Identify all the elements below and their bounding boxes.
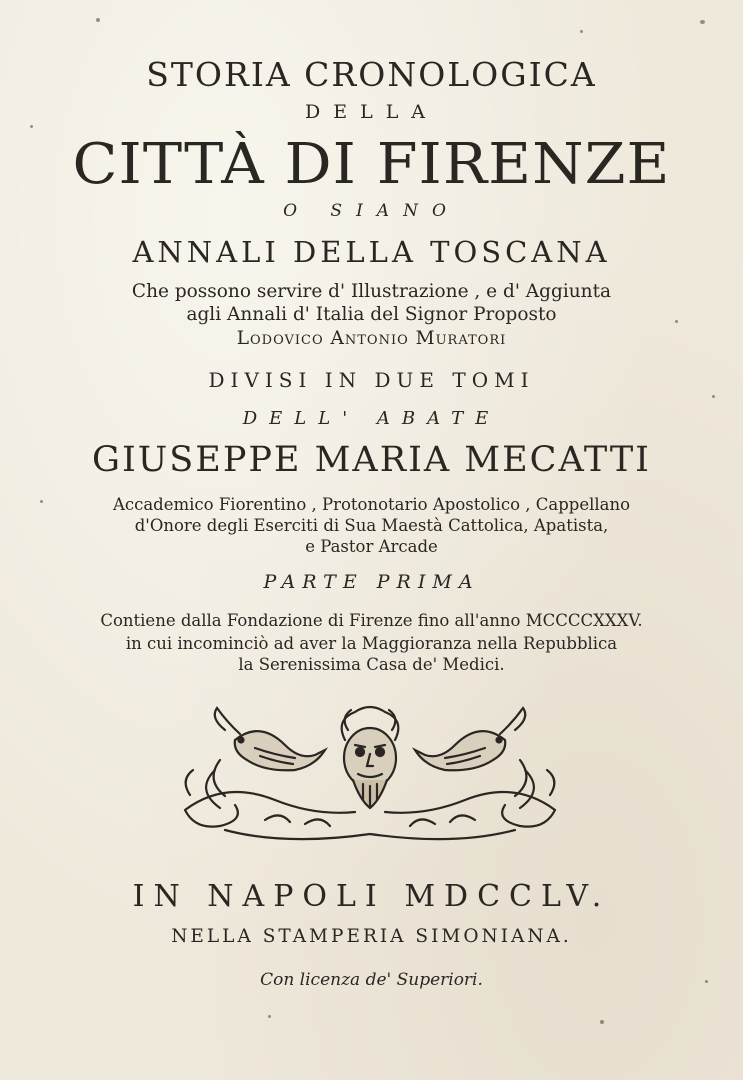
subtitle-line-1: Che possono servire d' Illustrazione , e d' Aggiunta <box>131 281 612 302</box>
license-line: Con licenza de' Superiori. <box>260 970 483 990</box>
author-name: GIUSEPPE MARIA MECATTI <box>92 440 651 480</box>
volumes-line: DIVISI IN DUE TOMI <box>208 368 535 392</box>
paper-speck <box>580 30 583 33</box>
woodcut-ornament-icon <box>165 700 575 850</box>
title-line-della: DELLA <box>304 101 439 123</box>
paper-speck <box>96 18 100 22</box>
credentials-line-2: d'Onore degli Eserciti di Sua Maestà Cattolica, Apatista, <box>134 516 609 535</box>
subtitle-line-2: agli Annali d' Italia del Signor Proposto <box>186 304 557 325</box>
paper-speck <box>705 980 708 983</box>
credentials-line-1: Accademico Fiorentino , Protonotario Apostolico , Cappellano <box>112 495 631 514</box>
imprint-place-date: IN NAPOLI MDCCLV. <box>132 879 611 914</box>
paper-speck <box>700 20 705 24</box>
title-line-annali-della-toscana: ANNALI DELLA TOSCANA <box>132 235 611 269</box>
paper-speck <box>712 395 715 398</box>
paper-speck <box>600 1020 604 1024</box>
paper-speck <box>675 320 678 323</box>
title-line-citta-di-firenze: CITTÀ DI FIRENZE <box>72 132 671 197</box>
contents-line-2: in cui incominciò ad aver la Maggioranza nella Repubblica <box>125 634 618 653</box>
by-line: DELL' ABATE <box>242 408 501 429</box>
title-line-o-siano: O SIANO <box>283 201 460 221</box>
credentials-line-3: e Pastor Arcade <box>305 537 438 556</box>
title-line-storia-cronologica: STORIA CRONOLOGICA <box>146 55 597 94</box>
contents-line-1: Contiene dalla Fondazione di Firenze fino all'anno MCCCCXXXV. <box>100 611 643 630</box>
paper-speck <box>268 1015 271 1018</box>
part-heading: PARTE PRIMA <box>263 571 480 593</box>
paper-speck <box>30 125 33 128</box>
contents-line-3: la Serenissima Casa de' Medici. <box>238 655 505 674</box>
printer-line: NELLA STAMPERIA SIMONIANA. <box>171 926 572 947</box>
subtitle-line-3: Lodovico Antonio Muratori <box>236 328 507 349</box>
paper-speck <box>40 500 43 503</box>
